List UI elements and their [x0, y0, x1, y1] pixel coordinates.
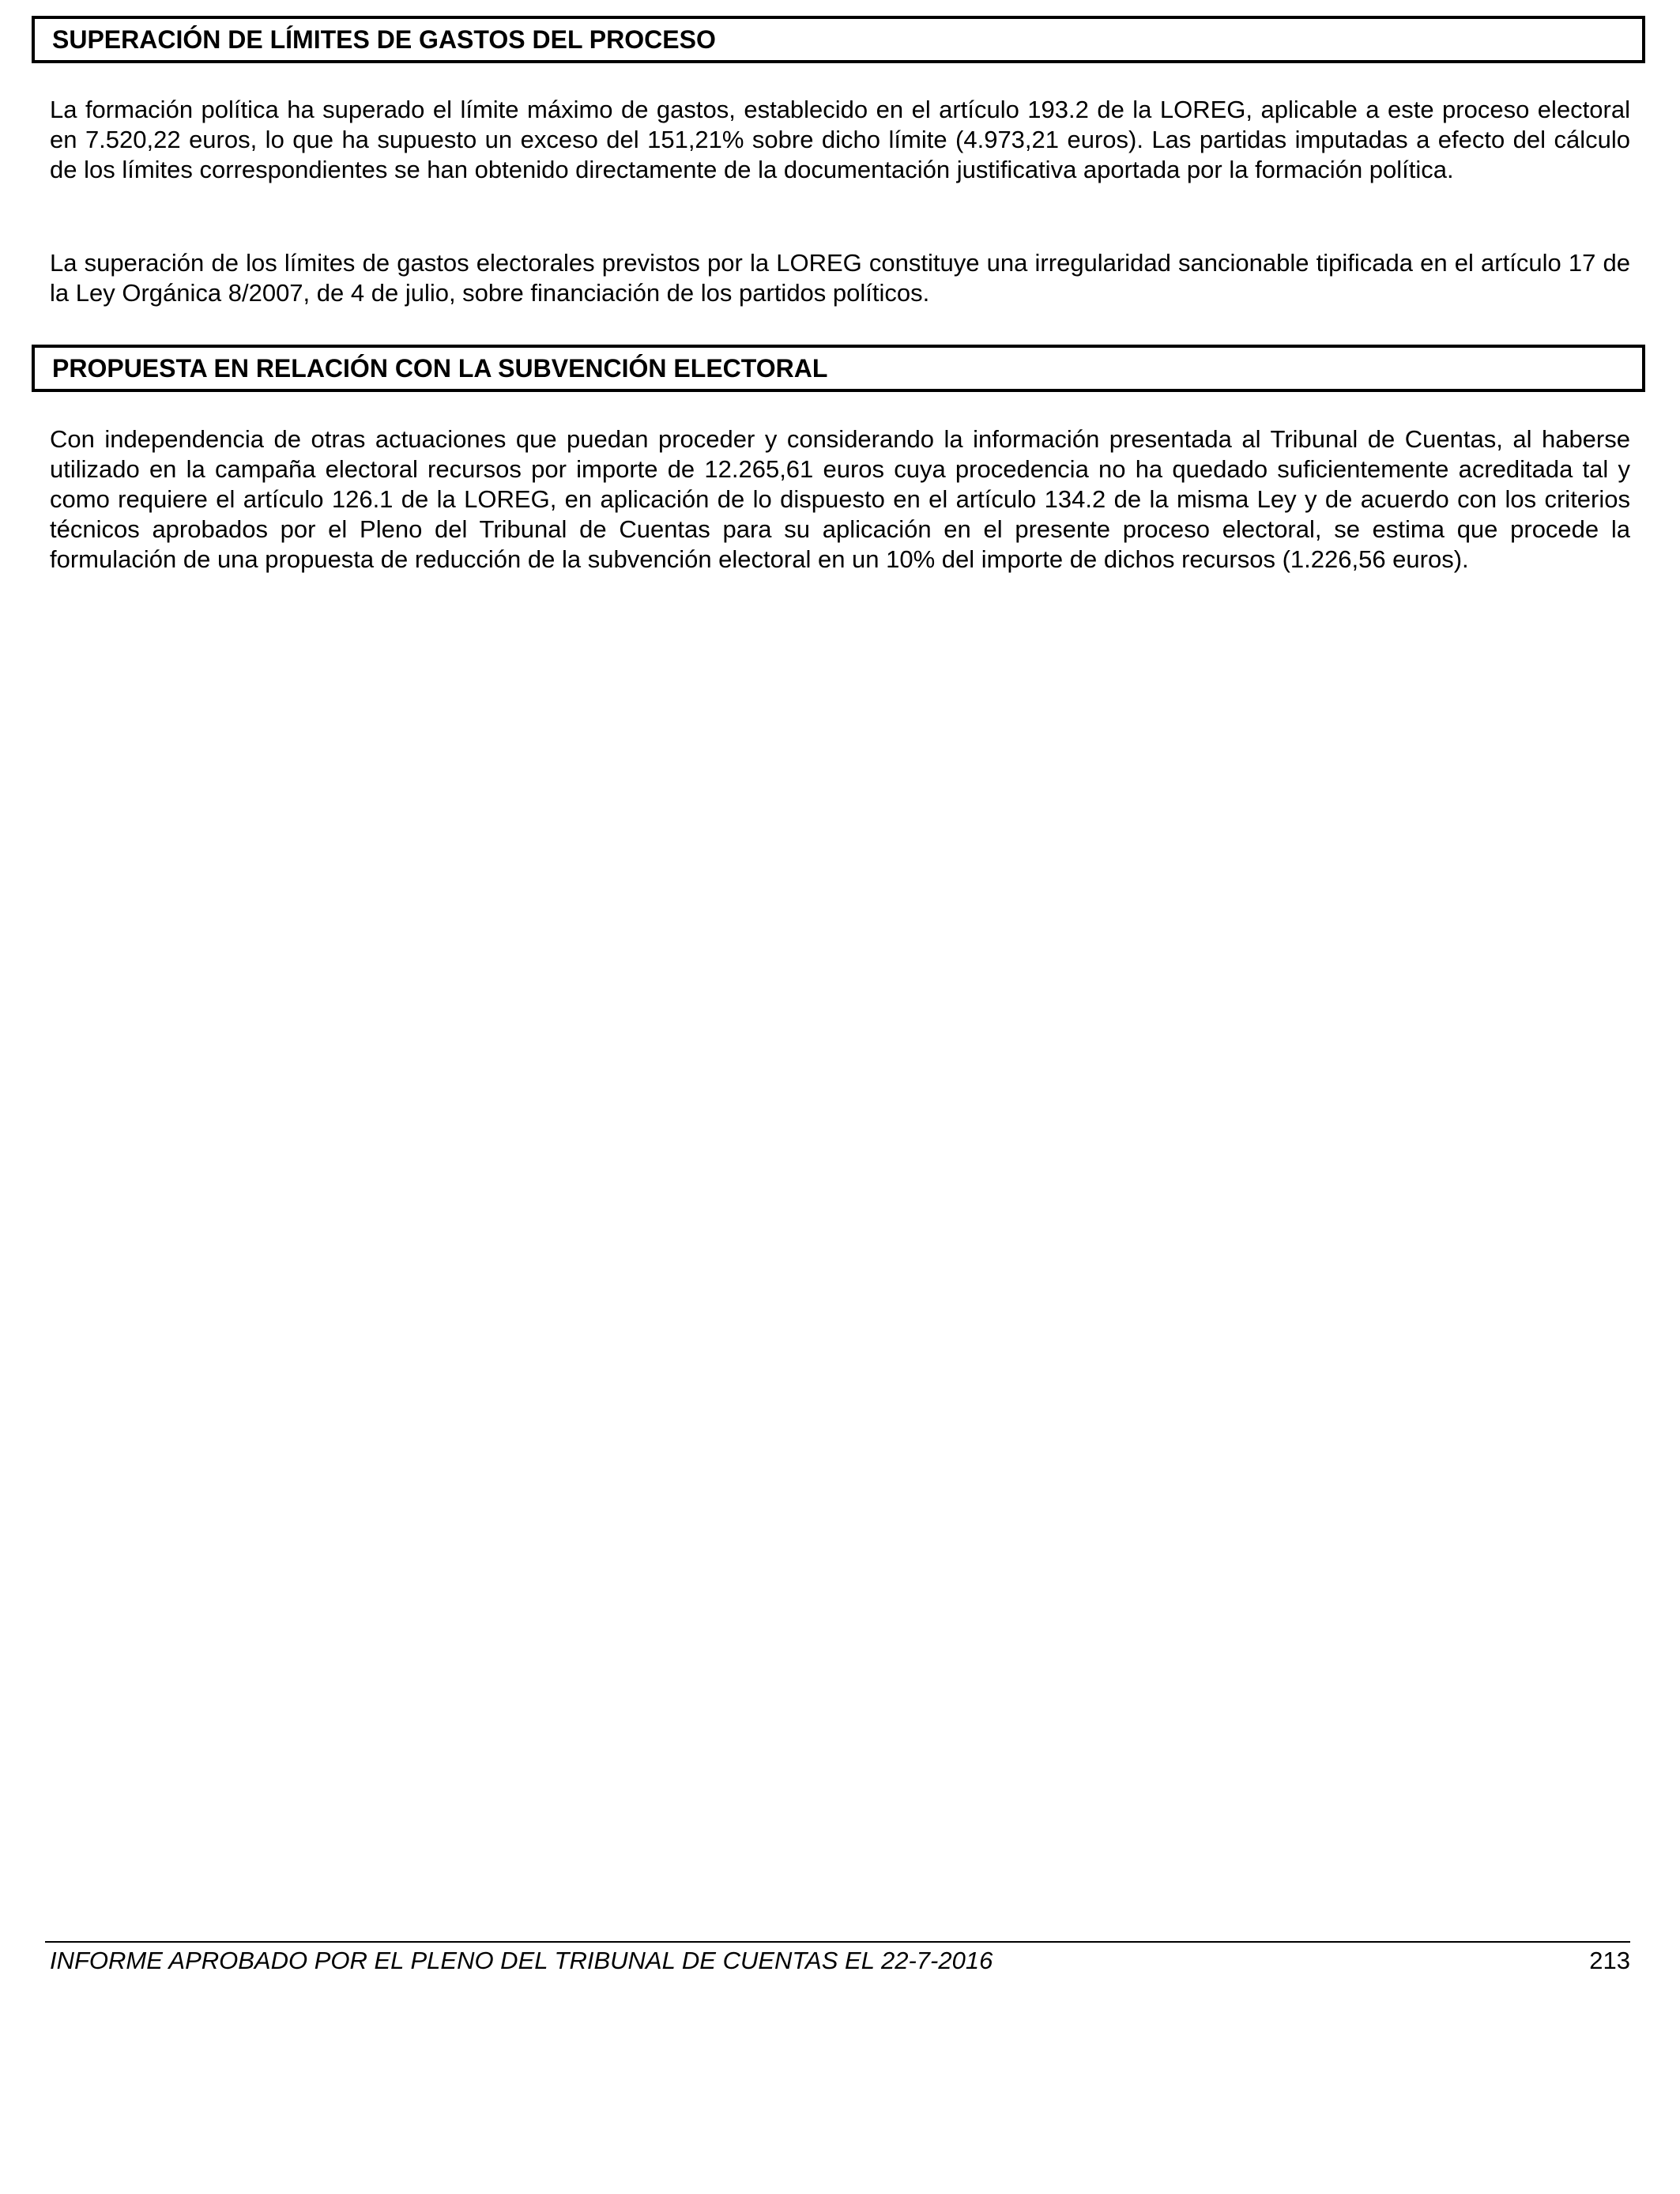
page-number: 213 [1589, 1947, 1630, 1974]
section-heading-box-limits [32, 16, 1645, 63]
section-heading-limits: SUPERACIÓN DE LÍMITES DE GASTOS DEL PROCESO [52, 25, 716, 54]
section-heading-box-subsidy [32, 345, 1645, 392]
paragraph-irregularity: La superación de los límites de gastos electorales previstos por la LOREG constituye una irregularidad sancionable tipificada en el artículo 17 de la Ley Orgánica 8/2007, de 4 de julio, sobre financiación de los partidos políticos. [50, 249, 1630, 307]
footer-divider [45, 1941, 1630, 1943]
paragraph-limits-exceeded: La formación política ha superado el límite máximo de gastos, establecido en el artículo 193.2 de la LOREG, aplicable a este proceso electoral en 7.520,22 euros, lo que ha supuesto un exceso del 151,21% sobre dicho límite (4.973,21 euros). Las partidas imputadas a efecto del cálculo de los límites correspondientes se han obtenido directamente de la documentación justificativa aportada por la formación política. [50, 96, 1630, 183]
paragraph-subsidy-proposal: Con independencia de otras actuaciones que puedan proceder y considerando la información presentada al Tribunal de Cuentas, al haberse utilizado en la campaña electoral recursos por importe de 12.265,61 euros cuya procedencia no ha quedado suficientemente acreditada tal y como requiere el artículo 126.1 de la LOREG, en aplicación de lo dispuesto en el artículo 134.2 de la misma Ley y de acuerdo con los criterios técnicos aprobados por el Pleno del Tribunal de Cuentas para su aplicación en el presente proceso electoral, se estima que procede la formulación de una propuesta de reducción de la subvención electoral en un 10% del importe de dichos recursos (1.226,56 euros). [50, 425, 1630, 573]
footer-report-text: INFORME APROBADO POR EL PLENO DEL TRIBUNAL DE CUENTAS EL 22-7-2016 [50, 1947, 993, 1974]
section-heading-subsidy: PROPUESTA EN RELACIÓN CON LA SUBVENCIÓN ELECTORAL [52, 354, 828, 383]
